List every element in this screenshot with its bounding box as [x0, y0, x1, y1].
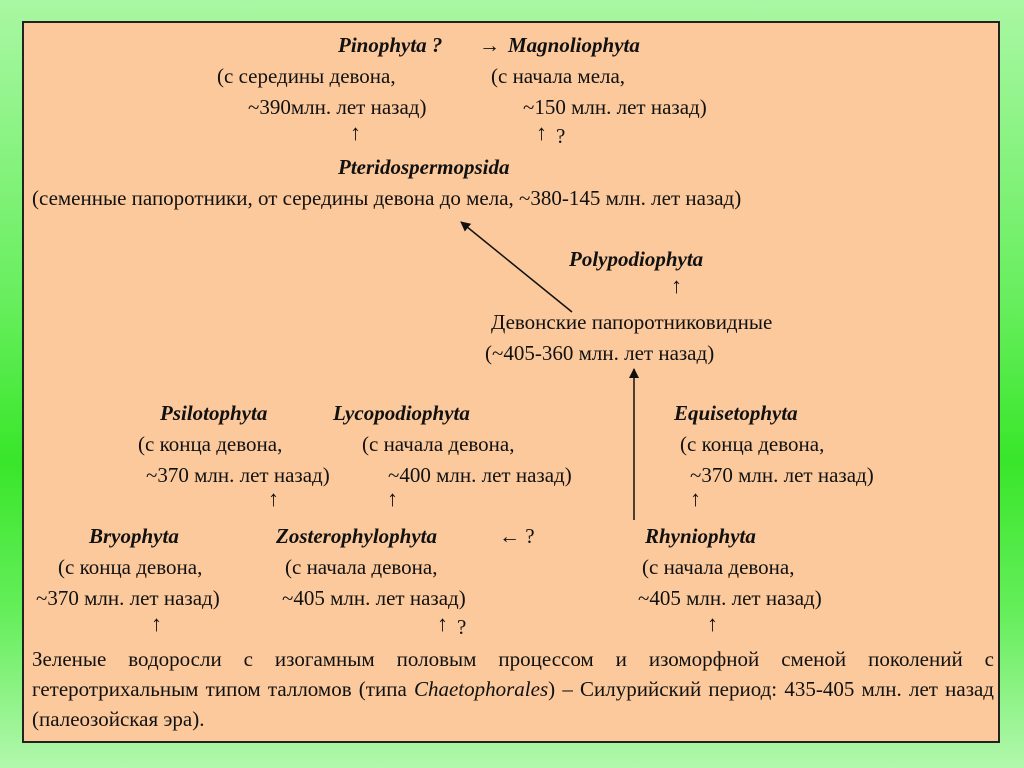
rhyniophyta-title: Rhyniophyta	[645, 524, 756, 548]
pteridospermopsida-desc: (семенные папоротники, от середины девона до мела, ~380-145 млн. лет назад)	[32, 186, 742, 210]
equisetophyta-line1: (с конца девона,	[680, 432, 825, 456]
polypodiophyta-title: Polypodiophyta	[569, 247, 704, 271]
connector-lines	[24, 23, 998, 741]
arrow-up-icon: ↑	[671, 273, 682, 298]
question-mark: ?	[556, 124, 566, 148]
bryophyta-line1: (с конца девона,	[58, 555, 203, 579]
description-text-1: Зеленые водоросли с изогамным половым процессом и изоморфной сменой поколений с гетеротрихальным типом талломов (типа	[32, 647, 994, 701]
arrow-up-icon: ↑	[707, 611, 718, 636]
pinophyta-line2: ~390млн. лет назад)	[248, 95, 427, 119]
magnoliophyta-line2: ~150 млн. лет назад)	[523, 95, 707, 119]
psilotophyta-line2: ~370 млн. лет назад)	[146, 463, 330, 487]
pinophyta-title: Pinophyta ?	[338, 33, 443, 57]
psilotophyta-title: Psilotophyta	[160, 401, 268, 425]
psilotophyta-line1: (с конца девона,	[138, 432, 283, 456]
arrow-up-icon: ↑	[387, 486, 398, 511]
arrow-devonian-to-pteridospermopsida	[461, 222, 572, 312]
lycopodiophyta-line1: (с начала девона,	[362, 432, 515, 456]
description-italic-term: Chaetophorales	[413, 677, 549, 701]
lycopodiophyta-title: Lycopodiophyta	[333, 401, 470, 425]
question-mark: ?	[457, 615, 467, 639]
pinophyta-line1: (с середины девона,	[217, 64, 396, 88]
green-algae-description	[32, 644, 994, 734]
devonian-ferns-period: (~405-360 млн. лет назад)	[485, 341, 715, 365]
diagram-panel	[22, 21, 1000, 743]
devonian-ferns-title: Девонские папоротниковидные	[491, 310, 773, 334]
pteridospermopsida-title: Pteridospermopsida	[338, 155, 510, 179]
arrow-up-icon: ↑	[151, 611, 162, 636]
lycopodiophyta-line2: ~400 млн. лет назад)	[388, 463, 572, 487]
bryophyta-line2: ~370 млн. лет назад)	[36, 586, 220, 610]
zosterophylophyta-title: Zosterophylophyta	[276, 524, 437, 548]
equisetophyta-line2: ~370 млн. лет назад)	[690, 463, 874, 487]
arrow-left-question: ← ?	[499, 524, 535, 548]
magnoliophyta-title: Magnoliophyta	[508, 33, 640, 57]
description-text-2: ) – Силурийский период: 435-405 млн. лет назад (палеозойская эра).	[32, 677, 994, 731]
rhyniophyta-line2: ~405 млн. лет назад)	[638, 586, 822, 610]
rhyniophyta-line1: (с начала девона,	[642, 555, 795, 579]
zosterophylophyta-line1: (с начала девона,	[285, 555, 438, 579]
arrow-right-icon: →	[479, 33, 500, 57]
arrow-up-icon: ↑	[536, 120, 547, 145]
arrow-up-icon: ↑	[690, 486, 701, 511]
arrow-up-icon: ↑	[268, 486, 279, 511]
zosterophylophyta-line2: ~405 млн. лет назад)	[282, 586, 466, 610]
magnoliophyta-line1: (с начала мела,	[491, 64, 626, 88]
arrow-up-icon: ↑	[350, 120, 361, 145]
equisetophyta-title: Equisetophyta	[674, 401, 798, 425]
bryophyta-title: Bryophyta	[89, 524, 179, 548]
arrow-up-icon: ↑	[437, 611, 448, 636]
